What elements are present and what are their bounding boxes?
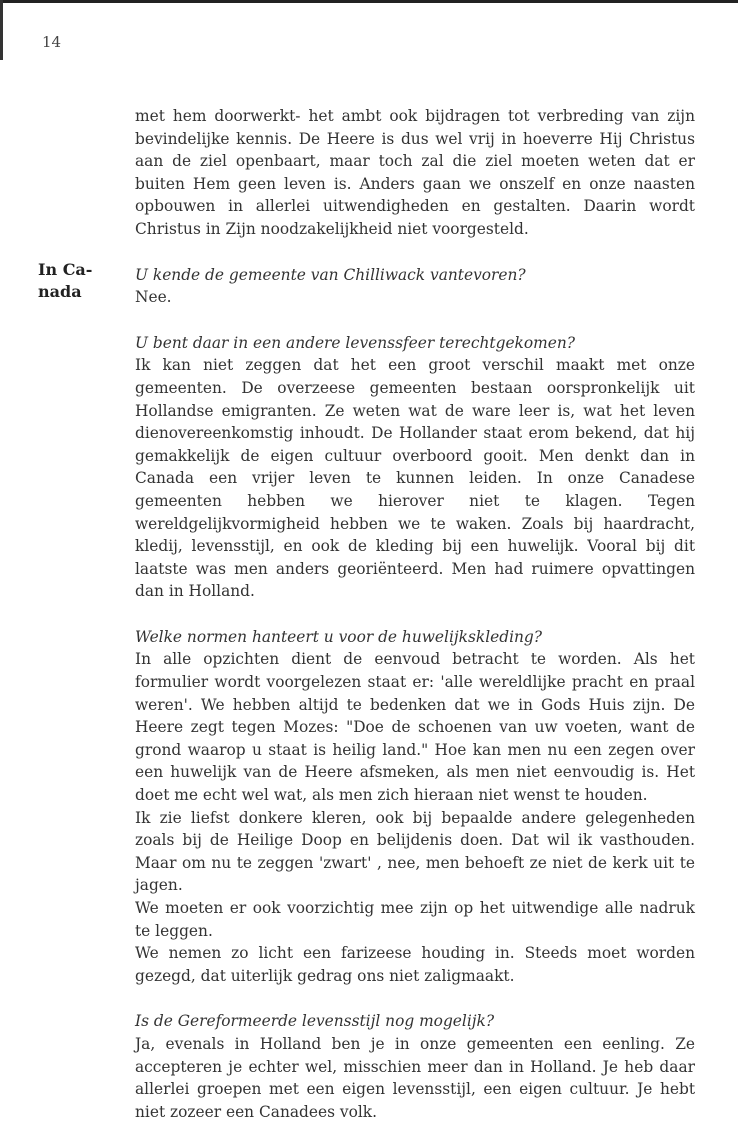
answer: Ja, evenals in Holland ben je in onze gemeenten een eenling. Ze accepteren je echter wel, misschien meer dan in Holland. Je heb daar allerlei groepen met een eigen levensstijl, een eigen cultuur. Je hebt niet zozeer een Canadees volk. [135,1034,695,1121]
left-edge-mark [0,0,3,60]
question: U bent daar in een andere levenssfeer terechtgekomen? [135,333,576,352]
intro-paragraph-block [135,105,695,241]
answer: We moeten er ook voorzichtig mee zijn op het uitwendige alle nadruk te leggen. [135,899,695,940]
top-rule [0,0,738,3]
section-levensstijl [135,1010,695,1123]
question: U kende de gemeente van Chilliwack vantevoren? [135,265,526,284]
answer: Ik kan niet zeggen dat het een groot verschil maakt met onze gemeenten. De overzeese gemeenten bestaan oorspronkelijk uit Hollandse emigranten. Ze weten wat de ware leer is, wat het leven dienovereenkomstig inhoudt. De Hollander staat erom bekend, dat hij gemakkelijk de eigen cultuur overboord gooit. Men denkt dan in Canada een vrijer leven te kunnen leiden. In onze Canadese gemeenten hebben we hierover niet te klagen. Tegen wereldgelijkvormigheid hebben we te waken. Zoals bij haardracht, kledij, levensstijl, en ook de kleding bij een huwelijk. Vooral bij dit laatste was men anders georiënteerd. Men had ruimere opvattingen dan in Holland. [135,356,695,601]
section-chilliwack [135,264,695,309]
answer: In alle opzichten dient de eenvoud betracht te worden. Als het formulier wordt voorgelezen staat er: 'alle wereldlijke pracht en praal weren'. We hebben altijd te bedenken dat we in Gods Huis zijn. De Heere zegt tegen Mozes: "Doe de schoenen van uw voeten, want de grond waarop u staat is heilig land." Hoe kan men nu een zegen over een huwelijk van de Heere afsmeken, als men niet eenvoudig is. Het doet me echt wel wat, als men zich hieraan niet wenst te houden. [135,650,695,805]
main-text [135,105,695,1123]
answer: Ik zie liefst donkere kleren, ook bij bepaalde andere gelegenheden zoals bij de Heilige Doop en belijdenis doen. Dat wil ik vasthouden. Maar om nu te zeggen 'zwart' , nee, men behoeft ze niet de kerk uit te jagen. [135,808,695,895]
intro-paragraph: met hem doorwerkt- het ambt ook bijdragen tot verbreding van zijn bevindelijke kennis. De Heere is dus wel vrij in hoeverre Hij Christus aan de ziel openbaart, maar toch zal die ziel moeten weten dat er buiten Hem geen leven is. Anders gaan we onszelf en onze naasten opbouwen in allerlei uitwendigheden en gestalten. Daarin wordt Christus in Zijn noodzakelijkheid niet voorgesteld. [135,107,695,238]
side-heading: In Ca- nada [38,260,93,301]
page-number: 14 [42,33,62,51]
section-levenssfeer [135,332,695,603]
question: Welke normen hanteert u voor de huwelijkskleding? [135,627,543,646]
answer: We nemen zo licht een farizeese houding in. Steeds moet worden gezegd, dat uiterlijk gedrag ons niet zaligmaakt. [135,944,695,985]
question: Is de Gereformeerde levensstijl nog mogelijk? [135,1012,495,1031]
answer: Nee. [135,288,172,307]
section-huwelijkskleding [135,626,695,988]
